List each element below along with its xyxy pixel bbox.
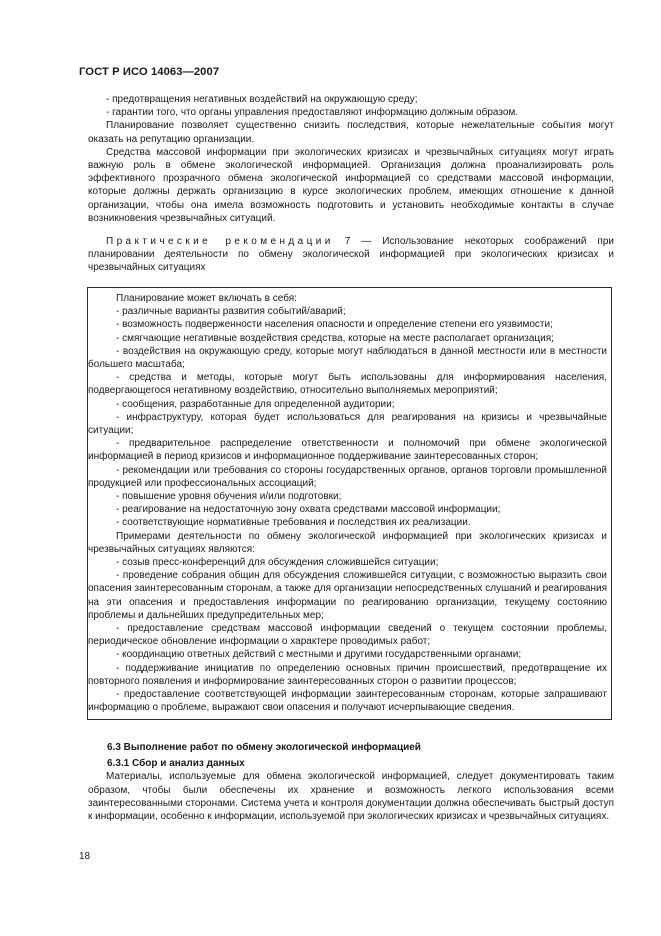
practical-recommendation — [88, 235, 614, 275]
box-example-item: - координацию ответных действий с местными и другими государственными органами; — [116, 649, 522, 661]
box-example-item: - поддерживание инициатив по определению основных причин происшествий, предотвращение их повторного появления и информирование заинтересованных сторон о развитии процессов; — [88, 662, 607, 687]
section-paragraph: Материалы, используемые для обмена экологической информацией, следует документировать таким образом, чтобы были обеспечены их хранение и возможность легкого использования всеми заинтересованными сторонами. Система учета и контроля документации должна обеспечивать быстрый доступ к информации, особенно к информации, используемой при экологических кризисах и чрезвычайных ситуациях. — [88, 771, 614, 823]
box-item: - соответствующие нормативные требования и последствия их реализации. — [116, 517, 471, 529]
box-example-item: - предоставление соответствующей информации заинтересованным сторонам, которые запрашивают информацию о проблеме, выражают свои опасения и получают исчерпывающие сведения. — [88, 689, 607, 714]
box-example-item: - предоставление средствам массовой информации сведений о текущем состоянии проблемы, периодическое обновление информации о характере проводимых работ; — [88, 623, 607, 648]
recommendation-box — [87, 287, 612, 720]
box-item: - смягчающие негативные воздействия средства, которые на месте располагает организация; — [116, 332, 554, 344]
box-item: - средства и методы, которые могут быть использованы для информирования населения, подвергающегося негативному воздействию, относительно выполняемых мероприятий; — [88, 372, 607, 397]
standard-header: ГОСТ Р ИСО 14063—2007 — [79, 66, 220, 78]
box-item: - повышение уровня обучения и/или подготовки; — [116, 491, 342, 503]
practical-label: Практические рекомендации — [106, 236, 334, 248]
box-item: - предварительное распределение ответственности и полномочий при обмене экологической информацией в период кризисов и информационное поддерживание заинтересованных сторон; — [88, 438, 607, 463]
intro-item-1: - предотвращения негативных воздействий на окружающую среду; — [106, 94, 418, 105]
box-item: - возможность подверженности населения опасности и определение степени его уязвимости; — [116, 319, 553, 331]
intro-paragraph-1: Планирование позволяет существенно снизить последствия, которые нежелательные события могут оказать на репутацию организации. — [88, 120, 614, 145]
box-intro-1: Планирование может включать в себя: — [116, 293, 297, 304]
intro-paragraph-2: Средства массовой информации при экологических кризисах и чрезвычайных ситуациях могут играть важную роль в обмене экологической информацией. Организация должна проанализировать роль эффективного прозрачного обмена экологической информацией со средствами массовой информации, которые должны держать организацию в курсе экологических проблем, имеющих отношение к данной организации, чтобы она имела возможность подготовить и установить необходимые контакты в случае возникновения чрезвычайных ситуаций. — [88, 146, 614, 224]
box-item: - реагирование на недостаточную зону охвата средствами массовой информации; — [116, 504, 501, 516]
section-6-3 — [88, 741, 614, 823]
section-heading: 6.3 Выполнение работ по обмену экологической информацией — [107, 742, 421, 753]
practical-text: 7 — Использование некоторых соображений при планировании деятельности по обмену экологической информацией при экологических кризисах и чрезвычайных ситуациях — [88, 236, 614, 274]
subsection-heading: 6.3.1 Сбор и анализ данных — [107, 758, 245, 770]
box-item: - рекомендации или требования со стороны государственных органов, органов торговли промышленной продукцией или профессиональных ассоциаций; — [88, 464, 607, 489]
box-item: - различные варианты развития событий/аварий; — [116, 306, 346, 318]
box-example-item: - созыв пресс-конференций для обсуждения сложившейся ситуации; — [116, 557, 439, 569]
intro-text — [88, 93, 614, 275]
box-item: - воздействия на окружающую среду, которые могут наблюдаться в данной местности или в местности большего масштаба; — [88, 345, 607, 371]
box-item: - инфраструктуру, которая будет использоваться для реагирования на кризисы и чрезвычайные ситуации; — [88, 411, 607, 437]
intro-item-2: - гарантии того, что органы управления предоставляют информацию должным образом. — [106, 107, 519, 119]
box-intro-2: Примерами деятельности по обмену экологической информацией при экологических кризисах и чрезвычайных ситуациях являются: — [88, 530, 607, 555]
page-number: 18 — [79, 851, 91, 862]
box-item: - сообщения, разработанные для определенной аудитории; — [116, 398, 395, 410]
box-example-item: - проведение собрания общин для обсуждения сложившейся ситуации, с возможностью выразить свои опасения заинтересованным сторонам, а также для организации непосредственных слушаний и реагирования на эти опасения и предоставления информации по реагированию организации, текущему состоянию проблемы и дальнейших предупредительных мер; — [88, 570, 607, 621]
